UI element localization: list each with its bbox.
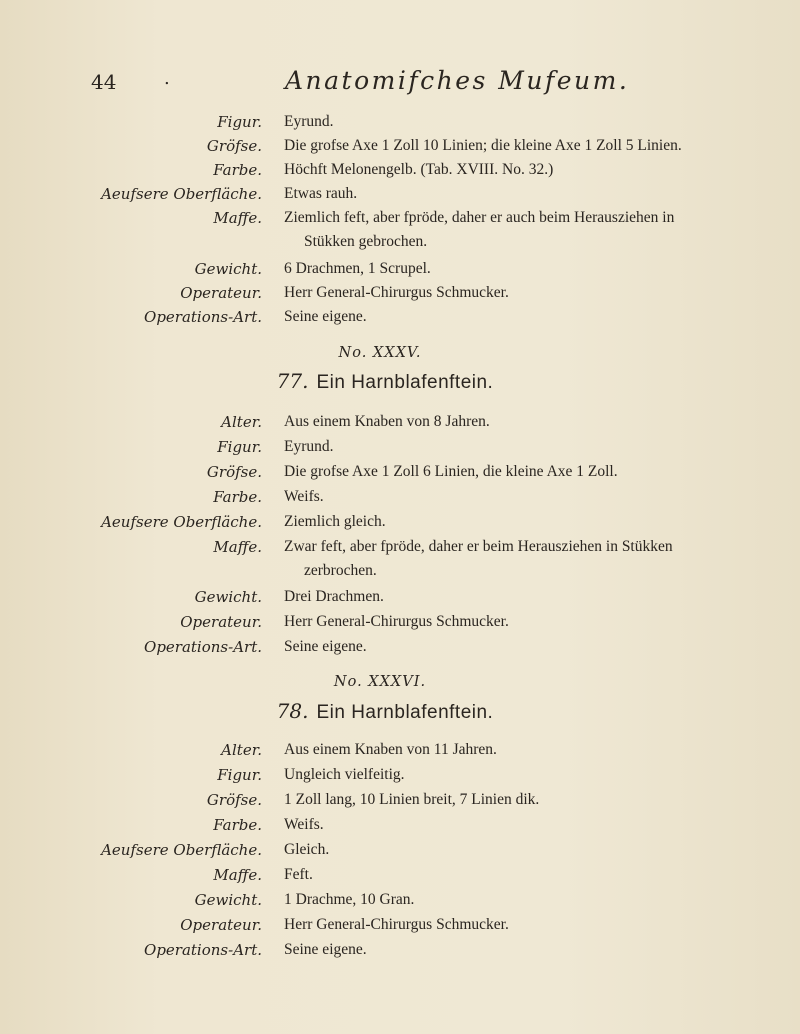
field-value: Seine eigene.: [284, 308, 367, 325]
field-value: Weifs.: [284, 488, 324, 505]
field-value: Feft.: [284, 866, 313, 883]
field-value: Zwar feft, aber fpröde, daher er beim Herausziehen in Stükken: [284, 538, 673, 555]
field-value: Seine eigene.: [284, 638, 367, 655]
field-label: Maffe.: [213, 209, 262, 227]
field-label: Gröfse.: [206, 463, 262, 481]
field-label: Farbe.: [213, 161, 262, 179]
field-value: Weifs.: [284, 816, 324, 833]
field-value: Eyrund.: [284, 438, 334, 455]
field-continuation: zerbrochen.: [304, 562, 377, 579]
field-label: Operations-Art.: [144, 941, 262, 959]
field-value: Höchft Melonengelb. (Tab. XVIII. No. 32.): [284, 161, 554, 178]
field-continuation: Stükken gebrochen.: [304, 233, 428, 250]
field-label: Maffe.: [213, 866, 262, 884]
field-value: Ziemlich feft, aber fpröde, daher er auch beim Herausziehen in: [284, 209, 675, 226]
field-value: Gleich.: [284, 841, 330, 858]
field-label: Figur.: [217, 438, 262, 456]
field-label: Gewicht.: [194, 891, 262, 909]
field-label: Farbe.: [213, 488, 262, 506]
field-value: Ungleich vielfeitig.: [284, 766, 405, 783]
field-value: Eyrund.: [284, 113, 334, 130]
field-value: Ziemlich gleich.: [284, 513, 386, 530]
field-label: Aeufsere Oberfläche.: [101, 513, 262, 531]
section-heading: [0, 369, 770, 394]
section-title: Ein Harnblafenftein.: [316, 702, 494, 723]
field-label: Operateur.: [180, 916, 262, 934]
section-title: Ein Harnblafenftein.: [316, 372, 494, 393]
field-label: Figur.: [217, 766, 262, 784]
field-value: 1 Zoll lang, 10 Linien breit, 7 Linien dik.: [284, 791, 540, 808]
field-value: 1 Drachme, 10 Gran.: [284, 891, 415, 908]
field-value: Drei Drachmen.: [284, 588, 384, 605]
field-value: Herr General-Chirurgus Schmucker.: [284, 613, 509, 630]
item-number: 77.: [276, 369, 309, 393]
field-label: Gröfse.: [206, 137, 262, 155]
page-header: [0, 62, 800, 102]
field-label: Farbe.: [213, 816, 262, 834]
running-title: Anatomifches Mufeum.: [285, 66, 630, 95]
field-label: Operateur.: [180, 284, 262, 302]
field-label: Operateur.: [180, 613, 262, 631]
item-number: 78.: [276, 699, 309, 723]
field-label: Gröfse.: [206, 791, 262, 809]
field-label: Maffe.: [213, 538, 262, 556]
field-value: Herr General-Chirurgus Schmucker.: [284, 916, 509, 933]
field-value: Etwas rauh.: [284, 185, 358, 202]
section-number: No. XXXVI.: [333, 674, 427, 690]
field-label: Aeufsere Oberfläche.: [101, 185, 262, 203]
header-separator: .: [164, 68, 170, 89]
field-value: Seine eigene.: [284, 941, 367, 958]
field-value: Die grofse Axe 1 Zoll 10 Linien; die kleine Axe 1 Zoll 5 Linien.: [284, 137, 682, 154]
field-value: 6 Drachmen, 1 Scrupel.: [284, 260, 431, 277]
field-label: Operations-Art.: [144, 308, 262, 326]
field-label: Gewicht.: [194, 588, 262, 606]
page-number: 44: [91, 70, 117, 94]
field-value: Aus einem Knaben von 11 Jahren.: [284, 741, 497, 758]
field-label: Gewicht.: [194, 260, 262, 278]
field-value: Aus einem Knaben von 8 Jahren.: [284, 413, 490, 430]
field-label: Aeufsere Oberfläche.: [101, 841, 262, 859]
section-heading: [0, 699, 770, 724]
field-label: Figur.: [217, 113, 262, 131]
field-label: Alter.: [221, 741, 262, 759]
field-label: Operations-Art.: [144, 638, 262, 656]
field-value: Herr General-Chirurgus Schmucker.: [284, 284, 509, 301]
field-value: Die grofse Axe 1 Zoll 6 Linien, die kleine Axe 1 Zoll.: [284, 463, 618, 480]
field-label: Alter.: [221, 413, 262, 431]
section-number: No. XXXV.: [338, 345, 422, 361]
